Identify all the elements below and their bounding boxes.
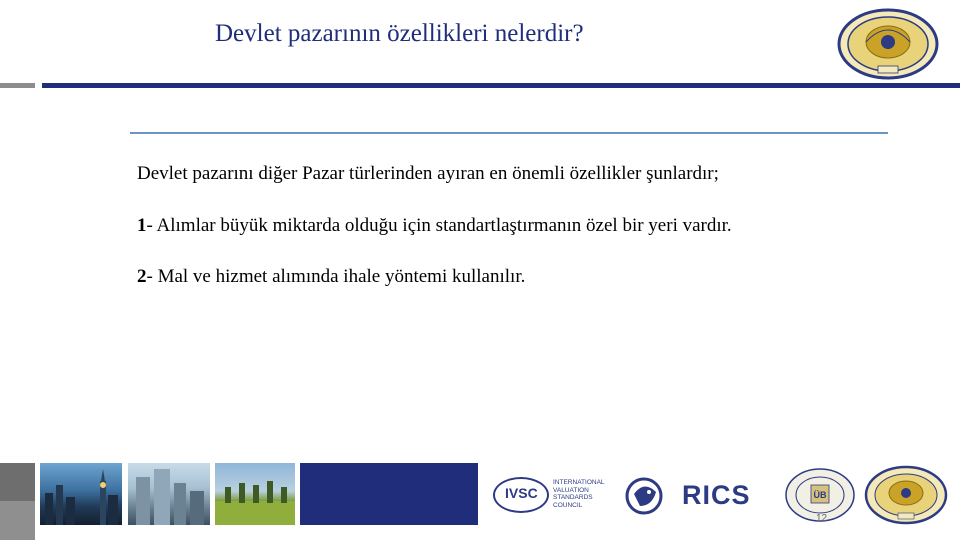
page-number: 12 (816, 513, 828, 524)
rics-logo: RICS (682, 480, 751, 510)
intro-text: Devlet pazarını diğer Pazar türlerinden ayıran en önemli özellikler şunlardır; (137, 163, 719, 184)
ivsc-description: INTERNATIONAL VALUATION STANDARDS COUNCIL (553, 479, 605, 509)
list-item-text: - Mal ve hizmet alımında ihale yöntemi kullanılır. (146, 266, 526, 287)
list-item-number: 2 (137, 266, 147, 287)
university-seal-logo (836, 8, 940, 80)
landscape-image (215, 463, 295, 525)
ivsc-acronym: IVSC (505, 485, 538, 501)
university-seal-right-icon (864, 465, 948, 525)
slide-title: Devlet pazarının özellikleri nelerdir? (215, 20, 584, 47)
footer-accent-gray (0, 463, 35, 540)
city-skyline-image (40, 463, 122, 525)
list-item (137, 215, 732, 237)
lion-icon (622, 476, 674, 516)
list-item (137, 266, 525, 288)
glass-towers-image (128, 463, 210, 525)
header-accent-gray (0, 83, 35, 88)
list-item-text: - Alımlar büyük miktarda olduğu için standartlaştırmanın özel bir yeri vardır. (146, 215, 732, 236)
list-item-number: 1 (137, 215, 147, 236)
header-divider-bar (42, 83, 960, 88)
svg-text:ÜB: ÜB (813, 490, 827, 500)
content-rule (130, 132, 888, 134)
